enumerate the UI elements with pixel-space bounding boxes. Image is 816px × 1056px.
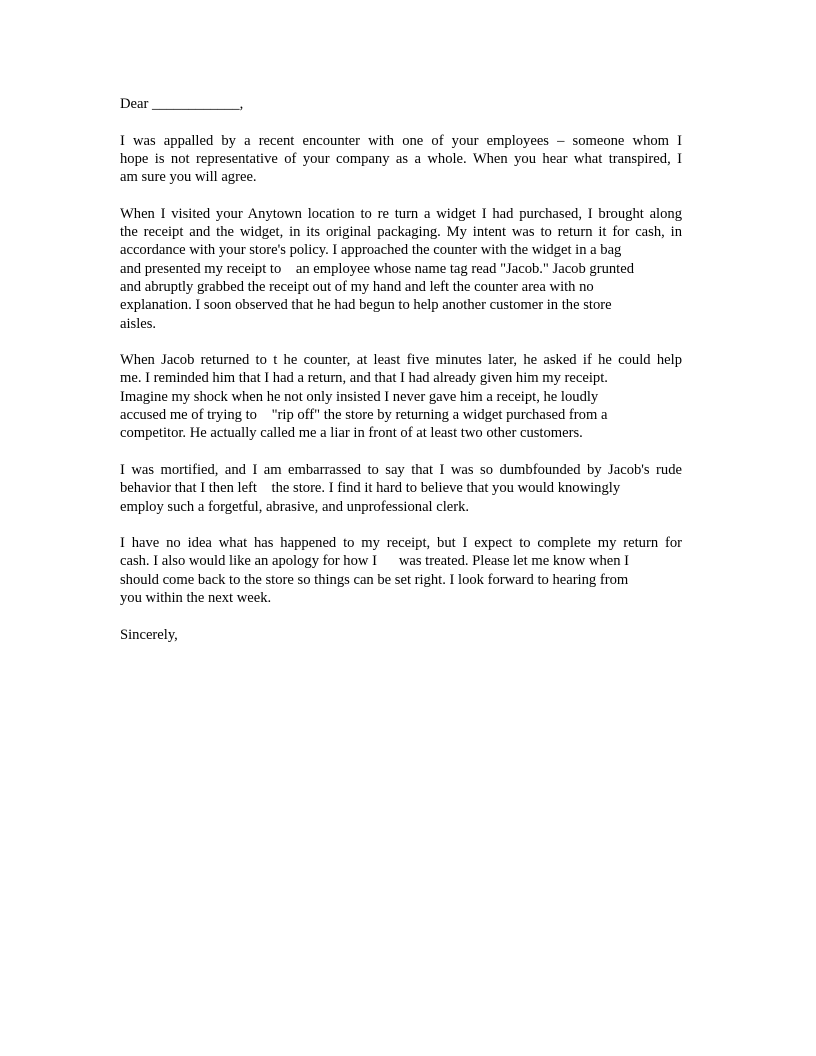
salutation: Dear ____________, [120,96,244,112]
text-line: I was mortified, and I am embarrassed to say that I was so dumbfounded by Jacob's rude [120,461,682,478]
text-line: and presented my receipt to an employee whose name tag read "Jacob." Jacob grunted [120,260,634,277]
text-line: explanation. I soon observed that he had begun to help another customer in the store [120,297,612,314]
text-line: am sure you will agree. [120,169,257,186]
text-line: When Jacob returned to t he counter, at least five minutes later, he asked if he could help [120,352,682,369]
paragraph-5 [120,534,682,607]
text-line: me. I reminded him that I had a return, and that I had already given him my receipt. [120,370,608,387]
closing: Sincerely, [120,626,178,643]
text-line: When I visited your Anytown location to re turn a widget I had purchased, I brought along [120,205,682,222]
text-line: accused me of trying to "rip off" the store by returning a widget purchased from a [120,407,608,424]
letter-paragraphs [120,132,682,608]
text-line: competitor. He actually called me a liar in front of at least two other customers. [120,425,583,442]
text-line: cash. I also would like an apology for how I was treated. Please let me know when I [120,553,630,570]
text-line: I was appalled by a recent encounter with one of your employees – someone whom I [120,132,682,149]
text-line: employ such a forgetful, abrasive, and unprofessional clerk. [120,498,470,515]
letter-body [120,95,682,644]
text-line: accordance with your store's policy. I approached the counter with the widget in a bag [120,242,622,259]
paragraph-1 [120,132,682,187]
text-line: behavior that I then left the store. I find it hard to believe that you would knowingly [120,480,621,497]
text-line: should come back to the store so things can be set right. I look forward to hearing from [120,571,629,588]
text-line: you within the next week. [120,590,272,607]
paragraph-2 [120,205,682,333]
paragraph-3 [120,351,682,442]
text-line: and abruptly grabbed the receipt out of my hand and left the counter area with no [120,278,594,295]
text-line: the receipt and the widget, in its original packaging. My intent was to return it for cash, in [120,224,682,241]
text-line: aisles. [120,315,157,332]
text-line: I have no idea what has happened to my receipt, but I expect to complete my return for [120,535,682,552]
text-line: Imagine my shock when he not only insisted I never gave him a receipt, he loudly [120,388,599,405]
text-line: hope is not representative of your company as a whole. When you hear what transpired, I [120,150,682,167]
paragraph-4 [120,461,682,516]
